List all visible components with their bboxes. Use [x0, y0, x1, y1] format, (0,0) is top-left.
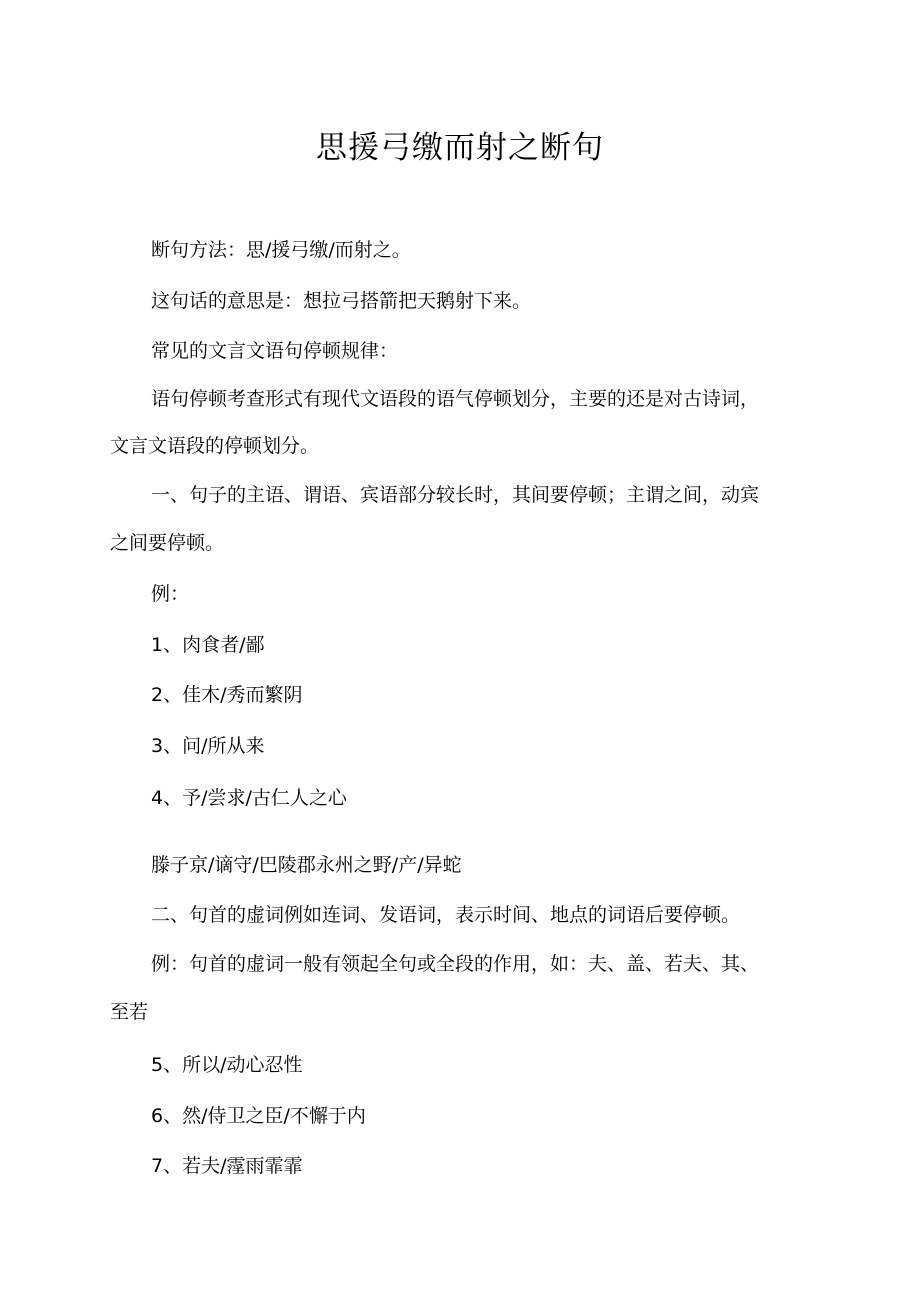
paragraph-line: 之间要停顿。	[110, 532, 225, 554]
list-item: 3、问/所从来	[151, 735, 265, 757]
paragraph-line: 至若	[110, 1001, 149, 1023]
list-item: 5、所以/动心忍性	[151, 1054, 303, 1076]
paragraph-line: 文言文语段的停顿划分。	[110, 435, 320, 457]
paragraph-line: 断句方法：思/援弓缴/而射之。	[151, 239, 411, 261]
paragraph-line: 常见的文言文语句停顿规律：	[151, 340, 399, 362]
list-item: 7、若夫/霪雨霏霏	[151, 1155, 303, 1177]
paragraph-line: 例：	[151, 583, 190, 605]
list-item: 2、佳木/秀而繁阴	[151, 684, 303, 706]
paragraph-line: 二、句首的虚词例如连词、发语词，表示时间、地点的词语后要停顿。	[151, 904, 741, 926]
list-item: 1、肉食者/鄙	[151, 634, 265, 656]
paragraph-line: 滕子京/谪守/巴陵郡永州之野/产/异蛇	[151, 854, 462, 876]
list-item: 4、予/尝求/古仁人之心	[151, 787, 347, 809]
paragraph-line: 例：句首的虚词一般有领起全句或全段的作用，如：夫、盖、若夫、其、	[151, 953, 760, 975]
paragraph-line: 这句话的意思是：想拉弓搭箭把天鹅射下来。	[151, 290, 532, 312]
paragraph-line: 语句停顿考查形式有现代文语段的语气停顿划分，主要的还是对古诗词，	[151, 388, 760, 410]
list-item: 6、然/侍卫之臣/不懈于内	[151, 1105, 366, 1127]
document-title: 思援弓缴而射之断句	[316, 130, 604, 166]
paragraph-line: 一、句子的主语、谓语、宾语部分较长时，其间要停顿；主谓之间，动宾	[151, 484, 760, 506]
